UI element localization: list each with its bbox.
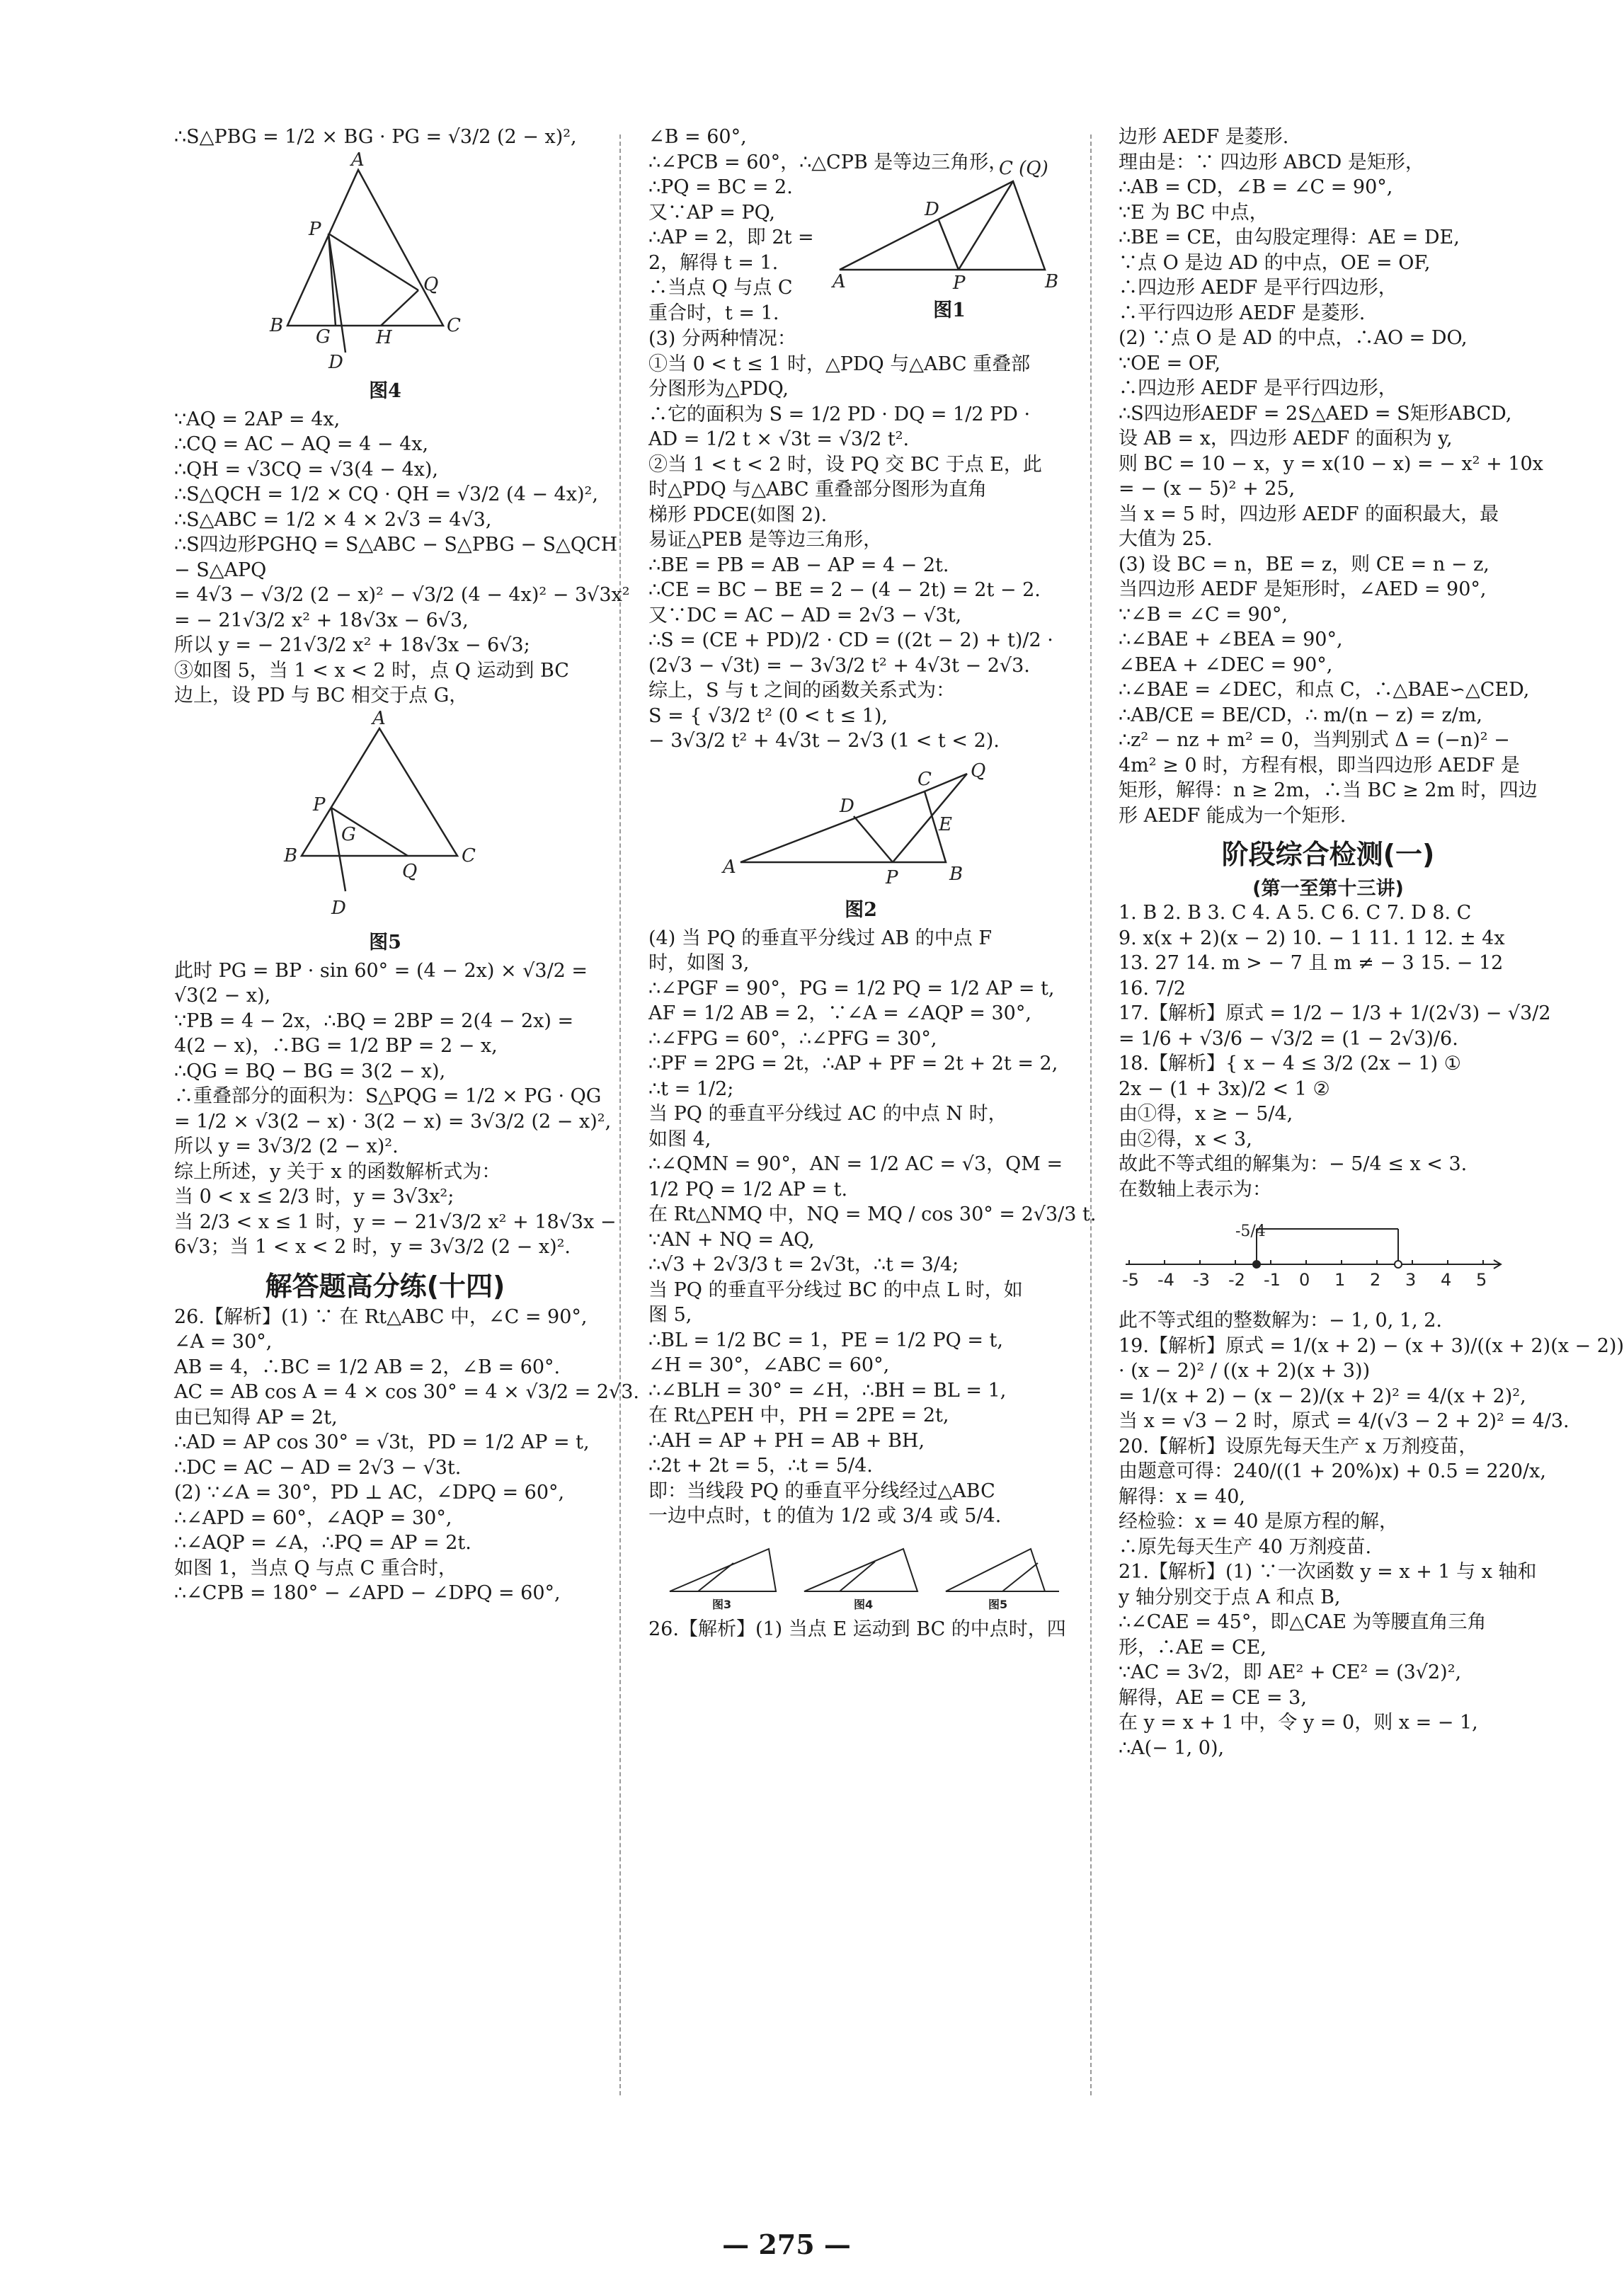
text-line: ∴∠PGF = 90°，PG = 1/2 PQ = 1/2 AP = t, — [648, 977, 1055, 1000]
text-line: 即：当线段 PQ 的垂直平分线经过△ABC — [648, 1480, 995, 1502]
text-block — [1119, 125, 1543, 828]
text-line: ∴QH = √3CQ = √3(4 − 4x), — [174, 458, 439, 481]
text-line: ∴它的面积为 S = 1/2 PD · DQ = 1/2 PD · — [648, 403, 1031, 425]
text-line: 梯形 PDCE(如图 2). — [648, 503, 828, 526]
fig5-label: P — [313, 794, 326, 815]
figure-4 — [174, 149, 596, 403]
text-line: 此时 PG = BP · sin 60° = (4 − 2x) × √3/2 = — [174, 959, 588, 982]
fig5-label: Q — [402, 860, 418, 882]
text-line: ∠A = 30°, — [174, 1331, 273, 1353]
text-line: ∴z² − nz + m² = 0，当判别式 Δ = (−n)² − — [1119, 729, 1510, 751]
text-line: ∴BE = CE，由勾股定理得：AE = DE, — [1119, 227, 1460, 248]
fig2-label: A — [723, 856, 736, 878]
text-line: 一边中点时，t 的值为 1/2 或 3/4 或 5/4. — [648, 1505, 1002, 1527]
text-line: 2，解得 t = 1. — [648, 251, 779, 274]
text-line: ∴√3 + 2√3/3 t = 2√3t，∴t = 3/4; — [648, 1254, 959, 1276]
text-line: 在 Rt△PEH 中，PH = 2PE = 2t, — [648, 1404, 949, 1426]
text-line: 在 y = x + 1 中，令 y = 0，则 x = − 1, — [1119, 1712, 1478, 1734]
fig1-label: D — [925, 199, 939, 220]
text-line: (2√3 − √3t) = − 3√3/2 t² + 4√3t − 2√3. — [648, 654, 1030, 677]
figure-1-caption: 图1 — [933, 299, 966, 321]
text-line: ∴平行四边形 AEDF 是菱形. — [1119, 302, 1366, 324]
text-line: ∴∠APD = 60°，∠AQP = 30°, — [174, 1506, 452, 1529]
text-line: 设 AB = x，四边形 AEDF 的面积为 y, — [1119, 428, 1453, 450]
text-line: AD = 1/2 t × √3t = √3/2 t². — [648, 428, 910, 450]
text-line: 由①得，x ≥ − 5/4, — [1119, 1103, 1293, 1125]
text-block — [1119, 1308, 1624, 1761]
text-line: = 1/(x + 2) − (x − 2)/(x + 2)² = 4/(x + 2)², — [1119, 1385, 1526, 1407]
fig4-label: A — [351, 149, 365, 171]
number-line-tick-label: 3 — [1405, 1270, 1417, 1290]
text-line: ∴DC = AC − AD = 2√3 − √3t. — [174, 1456, 462, 1479]
text-line: 形，∴AE = CE, — [1119, 1636, 1266, 1659]
text-line: 所以 y = 3√3/2 (2 − x)². — [174, 1135, 399, 1157]
figure-5-caption: 图5 — [369, 931, 401, 954]
text-line: (2) ∵点 O 是 AD 的中点，∴AO = DO, — [1119, 327, 1468, 349]
text-line: S = { √3/2 t² (0 < t ≤ 1), — [648, 704, 888, 727]
fig4-label: Q — [423, 273, 439, 295]
text-line: 当 PQ 的垂直平分线过 AC 的中点 N 时， — [648, 1103, 1007, 1125]
text-line: 4(2 − x)，∴BG = 1/2 BP = 2 − x, — [174, 1035, 498, 1057]
text-line: 重合时，t = 1. — [648, 302, 779, 324]
text-line: 当四边形 AEDF 是矩形时，∠AED = 90°, — [1119, 578, 1487, 600]
text-block — [648, 326, 1073, 754]
text-line: ∴四边形 AEDF 是平行四边形， — [1119, 377, 1397, 399]
text-line: ∴CE = BC − BE = 2 − (4 − 2t) = 2t − 2. — [648, 579, 1041, 601]
number-line-tick-label: 0 — [1299, 1270, 1310, 1290]
text-line: ∴S = (CE + PD)/2 · CD = ((2t − 2) + t)/2 · — [648, 629, 1053, 651]
text-line: ∴∠AQP = ∠A，∴PQ = AP = 2t. — [174, 1532, 471, 1554]
small-figures — [648, 1535, 1073, 1613]
text-line: − 3√3/2 t² + 4√3t − 2√3 (1 < t < 2). — [648, 730, 1000, 752]
fig4-label: D — [328, 351, 343, 373]
text-line: ∴S四边形AEDF = 2S△AED = S矩形ABCD, — [1119, 402, 1512, 425]
text-line: 矩形，解得：n ≥ 2m，∴当 BC ≥ 2m 时，四边 — [1119, 779, 1538, 801]
text-line: ∴∠QMN = 90°，AN = 1/2 AC = √3，QM = — [648, 1153, 1063, 1175]
number-line-tick-label: -2 — [1228, 1270, 1245, 1290]
text-line: ②当 1 < t < 2 时，设 PQ 交 BC 于点 E，此 — [648, 453, 1042, 476]
text-line: 当 x = 5 时，四边形 AEDF 的面积最大，最 — [1119, 503, 1499, 525]
section-title: 解答题高分练(十四) — [265, 1270, 505, 1302]
text-line: ∴PQ = BC = 2. — [648, 176, 793, 198]
text-line: ∴∠BAE + ∠BEA = 90°, — [1119, 629, 1343, 651]
text-line: 所以 y = − 21√3/2 x² + 18√3x − 6√3; — [174, 634, 530, 656]
fig1-label: C (Q) — [999, 158, 1048, 179]
fig5-label: D — [331, 897, 346, 919]
number-line-tick-label: 4 — [1441, 1270, 1452, 1290]
text-line: 经检验：x = 40 是原方程的解， — [1119, 1511, 1398, 1533]
text-line: ③如图 5，当 1 < x < 2 时，点 Q 运动到 BC — [174, 659, 569, 682]
fig1-label: A — [833, 271, 846, 292]
text-line: 边上，设 PD 与 BC 相交于点 G， — [174, 685, 469, 706]
text-line: 当 2/3 < x ≤ 1 时，y = − 21√3/2 x² + 18√3x − — [174, 1211, 617, 1233]
figure-4-diagram — [174, 149, 596, 375]
fig4-label: G — [316, 326, 331, 348]
text-line: = 4√3 − √3/2 (2 − x)² − √3/2 (4 − 4x)² − 3√3x² — [174, 584, 630, 606]
text-line: 图 5, — [648, 1304, 692, 1326]
text-line: ∴∠BAE = ∠DEC，和点 C，∴△BAE∽△CED, — [1119, 679, 1530, 701]
text-line: ∴AB/CE = BE/CD，∴ m/(n − z) = z/m, — [1119, 704, 1482, 726]
text-line: ∴A(− 1, 0), — [1119, 1736, 1225, 1759]
column-middle — [648, 125, 1097, 2093]
text-line: 形 AEDF 能成为一个矩形. — [1119, 804, 1346, 827]
text-line: AF = 1/2 AB = 2，∵∠A = ∠AQP = 30°, — [648, 1002, 1031, 1024]
fig2-label: B — [949, 863, 963, 885]
text-line: 如图 4, — [648, 1128, 711, 1150]
text-line: ①当 0 < t ≤ 1 时，△PDQ 与△ABC 重叠部 — [648, 353, 1031, 375]
text-line: ∵E 为 BC 中点， — [1119, 201, 1269, 224]
text-line: 2x − (1 + 3x)/2 < 1 ② — [1119, 1077, 1330, 1100]
text-line: 26.【解析】(1) 当点 E 运动到 BC 的中点时，四 — [648, 1618, 1066, 1640]
text-line: ∵AQ = 2AP = 4x, — [174, 408, 341, 430]
fig1-label: B — [1045, 271, 1059, 292]
number-line-tick-label: -5 — [1122, 1270, 1139, 1290]
text-line: ∵PB = 4 − 2x，∴BQ = 2BP = 2(4 − 2x) = — [174, 1009, 574, 1032]
text-line: = 1/2 × √3(2 − x) · 3(2 − x) = 3√3/2 (2 − x)², — [174, 1110, 612, 1133]
text-line: AB = 4，∴BC = 1/2 AB = 2，∠B = 60°. — [174, 1356, 561, 1378]
text-line: ∵AN + NQ = AQ, — [648, 1228, 815, 1251]
text-line: 边形 AEDF 是菱形. — [1119, 126, 1289, 148]
text-line: = − 21√3/2 x² + 18√3x − 6√3, — [174, 609, 469, 631]
text-line: 综上所述，y 关于 x 的函数解析式为： — [174, 1160, 501, 1183]
text-line: 由②得，x < 3, — [1119, 1128, 1252, 1150]
figure-2-caption: 图2 — [845, 898, 877, 921]
small-figures-diagram — [648, 1535, 1073, 1613]
text-line: ∠BEA + ∠DEC = 90°, — [1119, 653, 1333, 676]
text-line: ∴重叠部分的面积为：S△PQG = 1/2 × PG · QG — [174, 1085, 602, 1107]
text-line: ∴∠BLH = 30° = ∠H，∴BH = BL = 1, — [648, 1379, 1007, 1402]
fig4-label: P — [309, 218, 321, 240]
text-line: ∴S△QCH = 1/2 × CQ · QH = √3/2 (4 − 4x)², — [174, 483, 598, 505]
text-block — [648, 926, 1097, 1529]
number-line-tick-label: -1 — [1264, 1270, 1281, 1290]
text-line: AC = AB cos A = 4 × cos 30° = 4 × √3/2 = 2√3. — [174, 1381, 639, 1403]
text-line: ∴AH = AP + PH = AB + BH, — [648, 1429, 925, 1452]
text-line: ∴当点 Q 与点 C — [648, 277, 793, 299]
section-subtitle: (第一至第十三讲) — [1252, 878, 1404, 900]
number-line — [1119, 1208, 1538, 1303]
text-line: 当 PQ 的垂直平分线过 BC 的中点 L 时，如 — [648, 1278, 1023, 1301]
text-line: (4) 当 PQ 的垂直平分线过 AB 的中点 F — [648, 927, 993, 949]
text-line: 解得，AE = CE = 3, — [1119, 1686, 1307, 1709]
text-line: ∵∠B = ∠C = 90°, — [1119, 603, 1288, 626]
text-block — [174, 958, 617, 1260]
text-line: ∴原先每天生产 40 万剂疫苗. — [1119, 1535, 1372, 1558]
text-line: 解得：x = 40, — [1119, 1485, 1245, 1508]
text-line: ∴QG = BQ − BG = 3(2 − x), — [174, 1060, 446, 1082]
figure-1-diagram — [833, 153, 1066, 294]
fig2-label: C — [917, 768, 932, 790]
figure-2 — [648, 760, 1073, 922]
text-line: ∵AC = 3√2，即 AE² + CE² = (3√2)², — [1119, 1661, 1462, 1683]
text-line: 18.【解析】{ x − 4 ≤ 3/2 (2x − 1) ① — [1119, 1053, 1461, 1075]
small-fig-caption: 图4 — [854, 1597, 874, 1611]
page-number: — 275 — — [722, 2228, 851, 2260]
fig5-label: C — [462, 845, 476, 866]
fig4-label: C — [447, 314, 461, 336]
text-block — [648, 1617, 1073, 1642]
text-line: 又∵AP = PQ, — [648, 201, 775, 224]
text-line: 易证△PEB 是等边三角形， — [648, 529, 883, 551]
text-line: ∵点 O 是边 AD 的中点，OE = OF, — [1119, 251, 1431, 274]
text-line: ∴BE = PB = AB − AP = 4 − 2t. — [648, 554, 949, 576]
figure-1 — [833, 153, 1066, 322]
text-line: ∴AB = CD，∠B = ∠C = 90°, — [1119, 176, 1393, 198]
text-line: 17.【解析】原式 = 1/2 − 1/3 + 1/(2√3) − √3/2 — [1119, 1002, 1551, 1024]
figure-5-diagram — [174, 707, 596, 927]
fig1-label: P — [953, 273, 966, 294]
text-block — [174, 407, 630, 709]
text-line: ∴∠CPB = 180° − ∠APD − ∠DPQ = 60°, — [174, 1582, 561, 1604]
text-line: 当 0 < x ≤ 2/3 时，y = 3√3x²; — [174, 1186, 454, 1208]
figure-4-caption: 图4 — [369, 379, 401, 402]
number-line-tick-label: 1 — [1334, 1270, 1346, 1290]
text-line: 时，如图 3, — [648, 952, 750, 974]
text-line: ∴t = 1/2; — [648, 1077, 734, 1100]
figure-2-diagram — [648, 760, 1073, 894]
text-line: ∴∠PCB = 60°，∴△CPB 是等边三角形， — [648, 151, 1008, 173]
text-line: 此不等式组的整数解为：− 1, 0, 1, 2. — [1119, 1310, 1442, 1332]
fig5-label: B — [284, 845, 298, 866]
number-line-tick-label: 5 — [1476, 1270, 1487, 1290]
text-line: 大值为 25. — [1119, 528, 1213, 550]
text-line: (2) ∵∠A = 30°，PD ⊥ AC，∠DPQ = 60°, — [174, 1482, 565, 1504]
text-line: 19.【解析】原式 = 1/(x + 2) − (x + 3)/((x + 2)(x − 2)) — [1119, 1334, 1624, 1357]
text-line: 1. B 2. B 3. C 4. A 5. C 6. C 7. D 8. C — [1119, 902, 1472, 924]
text-line: (3) 分两种情况： — [648, 328, 796, 350]
small-fig-caption: 图3 — [712, 1597, 732, 1611]
text-line: = − (x − 5)² + 25, — [1119, 478, 1296, 500]
text-line: ∴四边形 AEDF 是平行四边形， — [1119, 277, 1397, 299]
text-line: ∴∠FPG = 60°，∴∠PFG = 30°, — [648, 1027, 937, 1050]
text-line: ∵OE = OF, — [1119, 352, 1221, 374]
text-line: 又∵DC = AC − AD = 2√3 − √3t, — [648, 604, 962, 626]
text-line: 综上，S 与 t 之间的函数关系式为： — [648, 680, 956, 702]
text-line: (3) 设 BC = n，BE = z，则 CE = n − z, — [1119, 553, 1489, 576]
text-line: = 1/6 + √3/6 − √3/2 = (1 − 2√3)/6. — [1119, 1027, 1458, 1050]
text-line: 在 Rt△NMQ 中，NQ = MQ / cos 30° = 2√3/3 t. — [648, 1203, 1097, 1225]
text-line: ∴AP = 2，即 2t = — [648, 227, 814, 248]
text-line: ∴S△ABC = 1/2 × 4 × 2√3 = 4√3, — [174, 508, 492, 531]
text-line: 16. 7/2 — [1119, 977, 1186, 1000]
fig2-label: D — [840, 795, 854, 817]
text-line: 时△PDQ 与△ABC 重叠部分图形为直角 — [648, 479, 988, 500]
fig2-label: P — [886, 866, 898, 888]
text-block — [1119, 1001, 1551, 1202]
text-line: √3(2 − x), — [174, 985, 271, 1007]
fig4-label: B — [270, 314, 284, 336]
text-line: 6√3；当 1 < x < 2 时，y = 3√3/2 (2 − x)². — [174, 1236, 571, 1258]
fig2-label: E — [939, 813, 952, 835]
text-line: 当 x = √3 − 2 时，原式 = 4/(√3 − 2 + 2)² = 4/3. — [1119, 1410, 1569, 1432]
text-block — [174, 125, 596, 150]
text-line: 1/2 PQ = 1/2 AP = t. — [648, 1178, 848, 1201]
text-line: ∴BL = 1/2 BC = 1，PE = 1/2 PQ = t, — [648, 1329, 1003, 1351]
text-line: ∠B = 60°, — [648, 126, 747, 148]
text-line: 4m² ≥ 0 时，方程有根，即当四边形 AEDF 是 — [1119, 754, 1520, 777]
text-line: ∴S△PBG = 1/2 × BG · PG = √3/2 (2 − x)², — [174, 126, 577, 148]
number-line-tick-label: -3 — [1193, 1270, 1210, 1290]
text-line: ∠H = 30°，∠ABC = 60°, — [648, 1354, 890, 1376]
text-line: 如图 1，当点 Q 与点 C 重合时， — [174, 1557, 457, 1579]
text-block — [174, 1305, 639, 1606]
number-line-marker: -5/4 — [1235, 1223, 1266, 1240]
text-line: 由题意可得：240/((1 + 20%)x) + 0.5 = 220/x, — [1119, 1460, 1546, 1482]
text-line: 13. 27 14. m > − 7 且 m ≠ − 3 15. − 12 — [1119, 952, 1504, 974]
text-line: ∴PF = 2PG = 2t，∴AP + PF = 2t + 2t = 2, — [648, 1053, 1058, 1075]
text-line: 由已知得 AP = 2t, — [174, 1406, 338, 1429]
fig2-label: Q — [971, 760, 986, 782]
text-line: ∴S四边形PGHQ = S△ABC − S△PBG − S△QCH — [174, 534, 618, 556]
figure-5 — [174, 707, 596, 954]
number-line-diagram — [1119, 1208, 1515, 1300]
text-line: 21.【解析】(1) ∵一次函数 y = x + 1 与 x 轴和 — [1119, 1561, 1537, 1583]
text-line: 在数轴上表示为： — [1119, 1178, 1271, 1201]
column-right — [1119, 125, 1624, 2093]
number-line-tick-label: -4 — [1157, 1270, 1174, 1290]
text-line: ∴CQ = AC − AQ = 4 − 4x, — [174, 433, 429, 455]
text-line: 9. x(x + 2)(x − 2) 10. − 1 11. 1 12. ± 4x — [1119, 927, 1505, 949]
small-fig-caption: 图5 — [988, 1597, 1008, 1611]
text-line: ∴AD = AP cos 30° = √3t，PD = 1/2 AP = t, — [174, 1431, 590, 1453]
fig5-label: A — [372, 707, 386, 729]
column-left — [174, 125, 639, 2093]
fig5-label: G — [341, 823, 356, 845]
text-line: 理由是：∵ 四边形 ABCD 是矩形， — [1119, 151, 1424, 173]
number-line-tick-label: 2 — [1370, 1270, 1381, 1290]
text-line: · (x − 2)² / ((x + 2)(x + 3)) — [1119, 1360, 1371, 1382]
text-line: 26.【解析】(1) ∵ 在 Rt△ABC 中，∠C = 90°, — [174, 1305, 588, 1328]
text-line: − S△APQ — [174, 559, 267, 581]
text-line: 故此不等式组的解集为：− 5/4 ≤ x < 3. — [1119, 1153, 1468, 1175]
fig4-label: H — [376, 326, 392, 348]
text-line: 分图形为△PDQ, — [648, 378, 789, 400]
section-title: 阶段综合检测(一) — [1221, 839, 1435, 870]
text-line: 则 BC = 10 − x，y = x(10 − x) = − x² + 10x — [1119, 452, 1543, 475]
text-line: y 轴分别交于点 A 和点 B, — [1119, 1586, 1341, 1608]
text-line: ∴∠CAE = 45°，即△CAE 为等腰直角三角 — [1119, 1611, 1487, 1633]
text-line: ∴2t + 2t = 5，∴t = 5/4. — [648, 1455, 873, 1477]
text-line: 20.【解析】设原先每天生产 x 万剂疫苗， — [1119, 1435, 1478, 1458]
answers-block — [1119, 900, 1538, 1001]
